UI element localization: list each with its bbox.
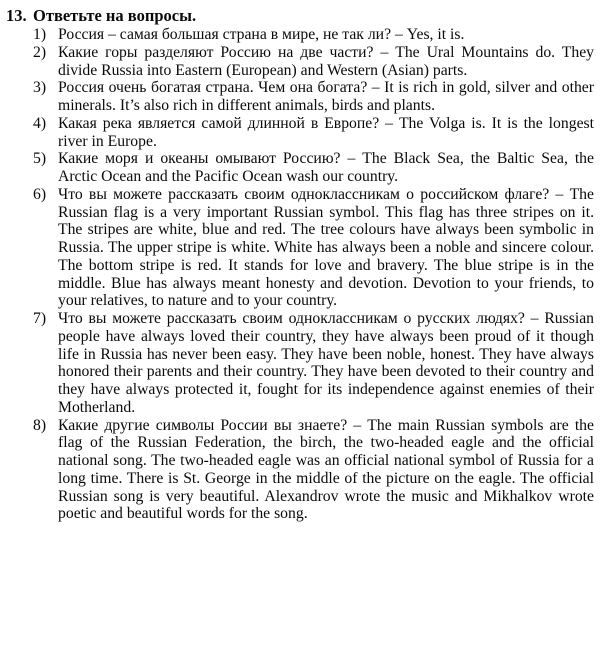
item-number: 2)	[33, 43, 47, 61]
list-item	[33, 310, 594, 417]
item-number: 3)	[33, 79, 47, 97]
list-item	[33, 115, 594, 151]
item-text: Какая река является самой длинной в Европе? – The Volga is. It is the longest river in Europe.	[58, 114, 594, 150]
item-number: 5)	[33, 150, 47, 168]
item-text: Какие моря и океаны омывают Россию? – The Black Sea, the Baltic Sea, the Arctic Ocean and the Pacific Ocean wash our country.	[58, 150, 594, 185]
list-item	[33, 417, 594, 524]
item-text: Какие горы разделяют Россию на две части? – The Ural Mountains do. They divide Russia into Eastern (European) and Western (Asian) parts.	[58, 43, 594, 79]
exercise-number: 13.	[6, 6, 27, 25]
list-item	[33, 26, 594, 44]
item-number: 4)	[33, 114, 47, 132]
item-number: 6)	[33, 185, 47, 203]
item-number: 8)	[33, 416, 47, 434]
item-text: Какие другие символы России вы знаете? – The main Russian symbols are the flag of the Russian Federation, the birch, the two-headed eagle and the official national song. The two-headed eagle was an official national symbol of Russia for a long time. There is St. George in the middle of the picture on the eagle. The official Russian song is very beautiful. Alexandrov wrote the music and Mikhalkov wrote poetic and beautiful words for the song.	[58, 416, 594, 523]
item-text: Что вы можете рассказать своим одноклассникам о русских людях? – Russian people have always loved their country, they have always been proud of it though life in Russia has never been easy. They have been noble, honest. They have always honored their parents and their country. They have been devoted to their country and they have always protected it, fought for its independence against enemies of their Motherland.	[58, 310, 594, 416]
item-text: Россия очень богатая страна. Чем она богата? – It is rich in gold, silver and other minerals. It’s also rich in different animals, birds and plants.	[58, 79, 594, 114]
exercise-title: Ответьте на вопросы.	[33, 6, 197, 25]
exercise-header	[6, 7, 594, 25]
item-text: Россия – самая большая страна в мире, не так ли? – Yes, it is.	[58, 26, 465, 43]
list-item	[33, 186, 594, 310]
list-item	[33, 44, 594, 80]
list-item	[33, 79, 594, 115]
item-number: 1)	[33, 26, 47, 43]
item-text: Что вы можете рассказать своим одноклассникам о российском флаге? – The Russian flag is a very important Russian symbol. This flag has three stripes on it. The stripes are white, blue and red. The tree colours have always been symbolic in Russia. The upper stripe is white. White has always been a noble and sincere colour. The bottom stripe is red. It stands for love and bravery. The blue stripe is in the middle. Blue has always meant honesty and devotion. Devotion to your friends, to your relatives, to nature and to your country.	[58, 185, 594, 310]
list-item	[33, 150, 594, 186]
question-list	[33, 26, 594, 523]
item-number: 7)	[33, 310, 47, 327]
